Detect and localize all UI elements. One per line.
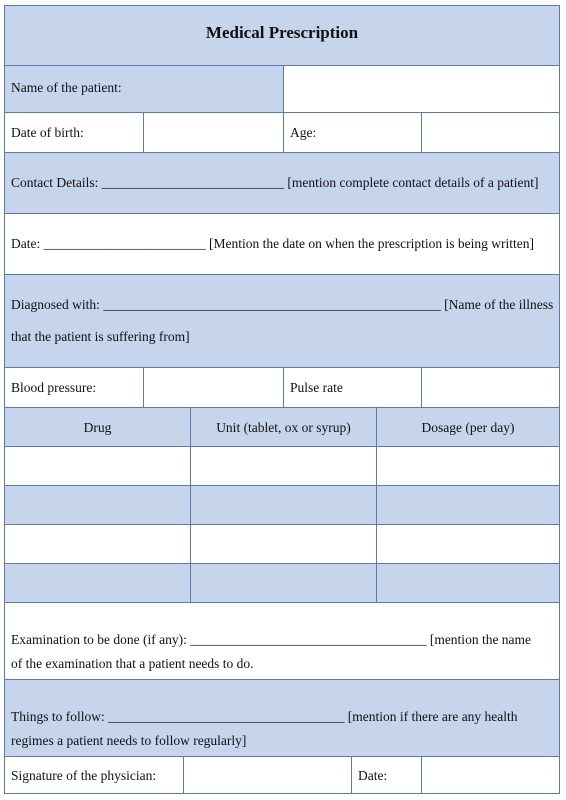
date-row	[5, 213, 559, 274]
pulse-rate-label: Pulse rate	[290, 380, 343, 395]
contact-details: Contact Details: ___________________________ [mention complete contact details of a patient]	[11, 175, 539, 190]
prescription-date: Date: ________________________ [Mention the date on when the prescription is being written]	[11, 236, 535, 251]
drug-cell[interactable]	[5, 525, 190, 563]
drug-cell[interactable]	[5, 447, 190, 485]
contact-row	[5, 152, 559, 213]
patient-name-field[interactable]	[283, 66, 559, 112]
drug-cell[interactable]	[5, 486, 190, 524]
dob-field[interactable]	[143, 113, 283, 152]
dosage-header-cell	[376, 408, 559, 446]
things-to-follow-row	[5, 679, 559, 756]
pulse-rate-field[interactable]	[421, 368, 559, 407]
blood-pressure-field[interactable]	[143, 368, 283, 407]
unit-header: Unit (tablet, ox or syrup)	[216, 420, 351, 435]
table-row	[5, 446, 559, 485]
drug-header-cell	[5, 408, 190, 446]
signature-label: Signature of the physician:	[11, 768, 157, 783]
signature-field[interactable]	[183, 757, 351, 793]
table-row	[5, 485, 559, 524]
age-field[interactable]	[421, 113, 559, 152]
drug-table-header	[5, 407, 559, 446]
dosage-cell[interactable]	[376, 564, 559, 602]
follow-line-1: Things to follow: ___________________________________ [mention if there are any health	[11, 709, 518, 724]
examination-line-1: Examination to be done (if any): ___________________________________ [mention the name	[11, 632, 532, 647]
follow-line-2: regimes a patient needs to follow regularly]	[11, 733, 247, 748]
patient-name-label-cell	[5, 66, 283, 112]
unit-cell[interactable]	[190, 525, 376, 563]
unit-cell[interactable]	[190, 486, 376, 524]
dob-label: Date of birth:	[11, 125, 84, 140]
age-label-cell	[283, 113, 421, 152]
prescription-form	[4, 5, 560, 794]
diagnosis-line-1: Diagnosed with: __________________________________________________ [Name of the illness	[11, 297, 554, 312]
table-row	[5, 524, 559, 563]
unit-header-cell	[190, 408, 376, 446]
pulse-rate-label-cell	[283, 368, 421, 407]
dosage-cell[interactable]	[376, 486, 559, 524]
table-row	[5, 563, 559, 602]
dob-age-row	[5, 112, 559, 152]
dosage-header: Dosage (per day)	[421, 420, 515, 435]
vitals-row	[5, 367, 559, 407]
drug-header: Drug	[83, 420, 112, 435]
signature-date-field[interactable]	[421, 757, 559, 793]
signature-date-label: Date:	[358, 768, 388, 783]
form-title: Medical Prescription	[205, 23, 359, 42]
signature-row	[5, 756, 559, 793]
dosage-cell[interactable]	[376, 447, 559, 485]
dosage-cell[interactable]	[376, 525, 559, 563]
patient-name-row	[5, 65, 559, 112]
unit-cell[interactable]	[190, 447, 376, 485]
unit-cell[interactable]	[190, 564, 376, 602]
signature-date-label-cell	[351, 757, 421, 793]
diagnosis-line-2: that the patient is suffering from]	[11, 329, 190, 344]
blood-pressure-label: Blood pressure:	[11, 380, 97, 395]
drug-cell[interactable]	[5, 564, 190, 602]
diagnosis-row	[5, 274, 559, 367]
age-label: Age:	[290, 125, 317, 140]
examination-row	[5, 602, 559, 679]
examination-line-2: of the examination that a patient needs to do.	[11, 656, 254, 671]
title-bar	[5, 6, 559, 65]
patient-name-label: Name of the patient:	[11, 80, 122, 95]
